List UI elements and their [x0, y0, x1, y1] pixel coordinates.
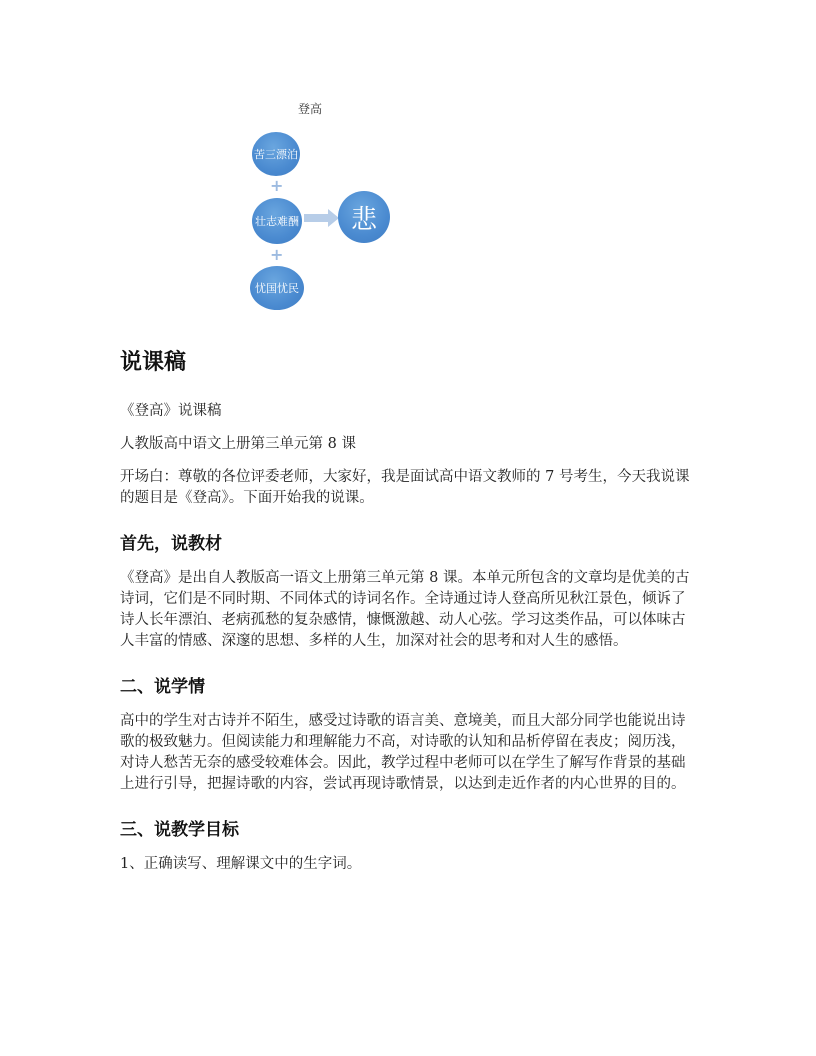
arrow-right-icon — [304, 208, 340, 228]
document-body — [120, 345, 698, 887]
result-circle: 悲 — [338, 191, 390, 243]
circle-wandering: 苦三漂泊 — [252, 132, 300, 176]
circle-worry: 忧国忧民 — [250, 266, 304, 310]
section1-paragraph: 《登高》是出自人教版高一语文上册第三单元第 8 课。本单元所包含的文章均是优美的古诗词，它们是不同时期、不同体式的诗词名作。全诗通过诗人登高所见秋江景色，倾诉了诗人长年漂泊、老病孤愁的复杂感情，慷慨激越、动人心弦。学习这类作品，可以体味古人丰富的情感、深邃的思想、多样的人生，加深对社会的思考和对人生的感悟。 — [120, 570, 690, 649]
plus-icon: + — [270, 245, 284, 264]
section3-item1: 1、正确读写、理解课文中的生字词。 — [120, 856, 362, 872]
diagram-title: 登高 — [298, 102, 323, 116]
section3-heading: 三、说教学目标 — [120, 820, 239, 840]
section2-heading: 二、说学情 — [120, 677, 205, 697]
concept-diagram — [0, 0, 816, 330]
section2-paragraph: 高中的学生对古诗并不陌生，感受过诗歌的语言美、意境美，而且大部分同学也能说出诗歌的极致魅力。但阅读能力和理解能力不高，对诗歌的认知和品析停留在表皮；阅历浅，对诗人愁苦无奈的感受较难体会。因此，教学过程中老师可以在学生了解写作背景的基础上进行引导，把握诗歌的内容，尝试再现诗歌情景，以达到走近作者的内心世界的目的。 — [120, 713, 686, 792]
doc-subtitle: 《登高》说课稿 — [120, 403, 222, 419]
opening-paragraph: 开场白：尊敬的各位评委老师，大家好，我是面试高中语文教师的 7 号考生，今天我说课的题目是《登高》。下面开始我的说课。 — [120, 469, 690, 506]
doc-edition: 人教版高中语文上册第三单元第 8 课 — [120, 436, 356, 452]
circle-ambition: 壮志难酬 — [252, 198, 302, 244]
plus-icon: + — [270, 176, 284, 195]
section1-heading: 首先，说教材 — [120, 534, 222, 554]
doc-title: 说课稿 — [120, 350, 187, 375]
